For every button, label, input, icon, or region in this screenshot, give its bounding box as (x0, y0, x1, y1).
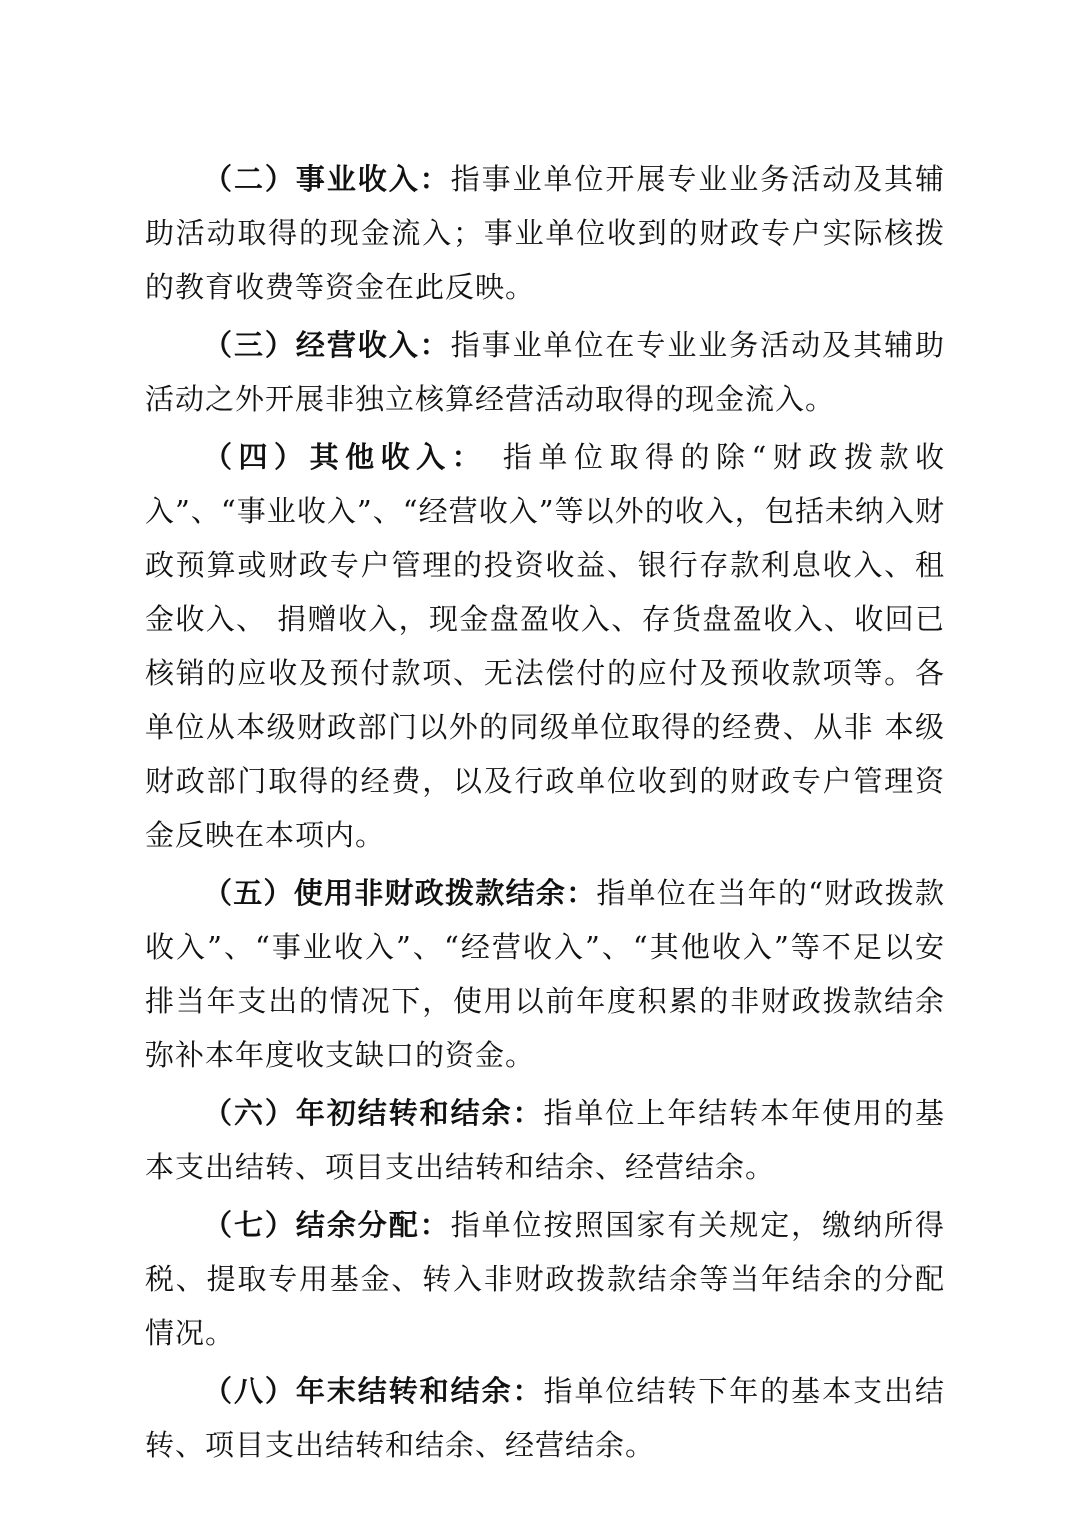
definition-opening-carryover: 指单位上年结转本年使用的基本支出结转、项目支出结转和结余、经营结余。 (145, 1096, 945, 1184)
paragraph-non-fiscal-surplus (145, 866, 945, 1082)
definition-closing-carryover: 指单位结转下年的基本支出结转、项目支出结转和结余、经营结余。 (145, 1374, 945, 1462)
definition-operating-income: 指事业单位在专业业务活动及其辅助活动之外开展非独立核算经营活动取得的现金流入。 (145, 328, 945, 416)
paragraph-other-income (145, 430, 945, 862)
paragraph-business-income (145, 152, 945, 314)
definition-surplus-distribution: 指单位按照国家有关规定，缴纳所得税、提取专用基金、转入非财政拨款结余等当年结余的分配情况。 (145, 1208, 945, 1350)
term-other-income: （四）其他收入： (203, 440, 488, 474)
term-opening-carryover: （六）年初结转和结余： (203, 1096, 544, 1130)
definition-non-fiscal-surplus: 指单位在当年的“财政拨款收入”、“事业收入”、“经营收入”、“其他收入”等不足以安排当年支出的情况下，使用以前年度积累的非财政拨款结余弥补本年度收支缺口的资金。 (145, 876, 945, 1072)
definition-business-income: 指事业单位开展专业业务活动及其辅助活动取得的现金流入；事业单位收到的财政专户实际核拨的教育收费等资金在此反映。 (145, 162, 945, 304)
paragraph-opening-carryover (145, 1086, 945, 1194)
term-business-income: （二）事业收入： (203, 162, 451, 196)
paragraph-surplus-distribution (145, 1198, 945, 1360)
term-surplus-distribution: （七）结余分配： (203, 1208, 451, 1242)
definition-other-income: 指单位取得的除“财政拨款收入”、“事业收入”、“经营收入”等以外的收入，包括未纳入财政预算或财政专户管理的投资收益、银行存款利息收入、租金收入、 捐赠收入，现金盘盈收入、存货盘盈收入、收回已核销的应收及预付款项、无法偿付的应付及预收款项等。各单位从本级财政部门以外的同级单位取得的经费、从非 本级财政部门取得的经费，以及行政单位收到的财政专户管理资金反映在本项内。 (145, 440, 945, 852)
term-closing-carryover: （八）年末结转和结余： (203, 1374, 544, 1408)
document-body (145, 152, 945, 1472)
paragraph-operating-income (145, 318, 945, 426)
term-non-fiscal-surplus: （五）使用非财政拨款结余： (203, 876, 597, 910)
paragraph-closing-carryover (145, 1364, 945, 1472)
term-operating-income: （三）经营收入： (203, 328, 451, 362)
